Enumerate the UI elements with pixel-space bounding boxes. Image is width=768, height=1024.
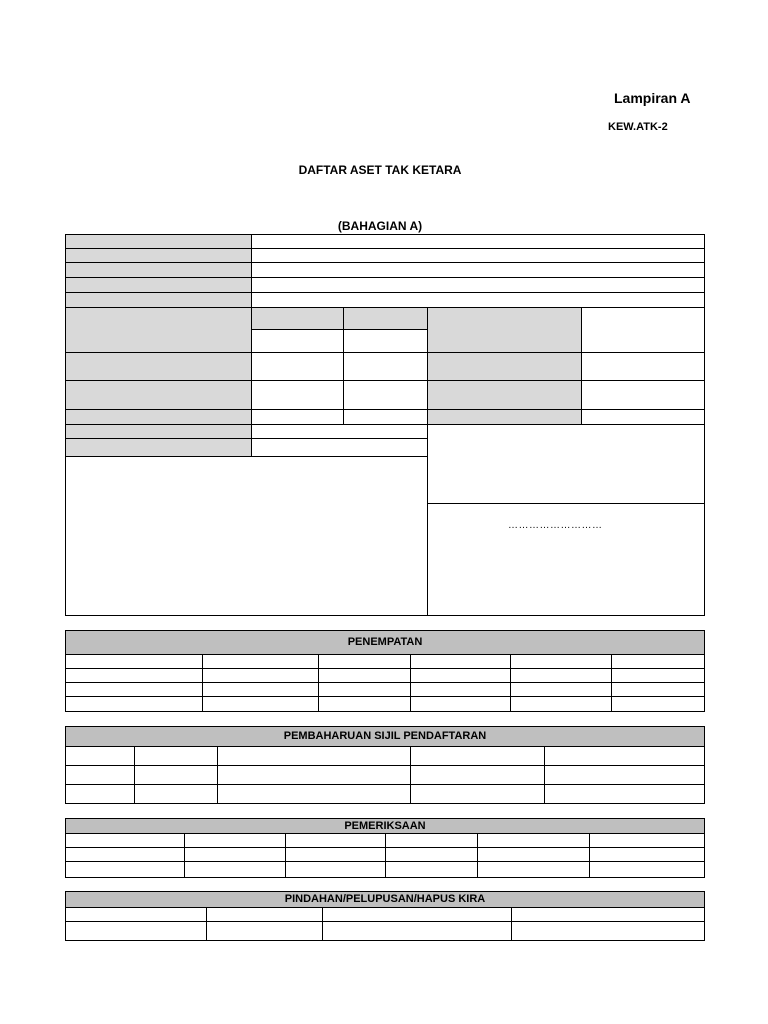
table-cell[interactable]	[544, 765, 705, 785]
table-cell[interactable]	[318, 654, 411, 669]
table-cell[interactable]	[134, 746, 218, 766]
table-cell[interactable]	[385, 861, 478, 878]
form-label-cell	[65, 352, 252, 381]
table-cell[interactable]	[510, 696, 612, 712]
table-cell[interactable]	[611, 696, 705, 712]
table-cell[interactable]	[611, 654, 705, 669]
form-field[interactable]	[581, 380, 705, 410]
bahagian-a-label: (BAHAGIAN A)	[337, 219, 423, 233]
table-cell[interactable]	[544, 746, 705, 766]
table-cell[interactable]	[202, 696, 319, 712]
table-cell[interactable]	[511, 921, 705, 941]
table-cell[interactable]	[65, 921, 207, 941]
table-cell[interactable]	[184, 833, 286, 848]
table-cell[interactable]	[65, 833, 185, 848]
form-code: KEW.ATK-2	[608, 121, 668, 133]
form-field[interactable]	[581, 352, 705, 381]
form-field[interactable]	[581, 307, 705, 353]
form-field[interactable]	[251, 352, 344, 381]
table-cell[interactable]	[65, 654, 203, 669]
table-cell[interactable]	[318, 668, 411, 683]
table-cell[interactable]	[589, 847, 705, 862]
table-cell[interactable]	[611, 682, 705, 697]
form-label-cell	[65, 277, 252, 293]
table-cell[interactable]	[65, 784, 135, 804]
table-cell[interactable]	[410, 682, 511, 697]
table-cell[interactable]	[217, 765, 411, 785]
pindahan-header: PINDAHAN/PELUPUSAN/HAPUS KIRA	[65, 891, 705, 908]
stamp-box[interactable]	[427, 424, 705, 504]
form-label-cell	[427, 352, 582, 381]
table-cell[interactable]	[410, 784, 545, 804]
form-field[interactable]	[251, 262, 705, 278]
table-cell[interactable]	[217, 784, 411, 804]
table-cell[interactable]	[206, 907, 323, 922]
form-field[interactable]	[251, 438, 428, 457]
table-cell[interactable]	[65, 696, 203, 712]
form-field[interactable]	[343, 352, 428, 381]
table-cell[interactable]	[410, 765, 545, 785]
table-cell[interactable]	[65, 668, 203, 683]
form-field[interactable]	[251, 277, 705, 293]
table-cell[interactable]	[184, 847, 286, 862]
form-subheader-cell	[251, 307, 344, 330]
pembaharuan-header: PEMBAHARUAN SIJIL PENDAFTARAN	[65, 726, 705, 747]
table-cell[interactable]	[65, 746, 135, 766]
table-cell[interactable]	[202, 682, 319, 697]
form-field[interactable]	[343, 409, 428, 425]
form-field[interactable]	[251, 409, 344, 425]
table-cell[interactable]	[65, 907, 207, 922]
signature-line: ………………………	[508, 520, 603, 531]
form-subheader-cell	[343, 307, 428, 330]
image-box[interactable]	[65, 456, 428, 616]
table-cell[interactable]	[410, 668, 511, 683]
form-field[interactable]	[343, 329, 428, 353]
form-label-cell	[427, 307, 582, 353]
table-cell[interactable]	[322, 907, 512, 922]
table-cell[interactable]	[589, 833, 705, 848]
table-cell[interactable]	[65, 765, 135, 785]
table-cell[interactable]	[589, 861, 705, 878]
table-cell[interactable]	[322, 921, 512, 941]
form-field[interactable]	[251, 234, 705, 249]
table-cell[interactable]	[285, 861, 386, 878]
table-cell[interactable]	[511, 907, 705, 922]
table-cell[interactable]	[65, 847, 185, 862]
table-cell[interactable]	[134, 784, 218, 804]
table-cell[interactable]	[510, 682, 612, 697]
form-field[interactable]	[251, 424, 428, 439]
table-cell[interactable]	[206, 921, 323, 941]
table-cell[interactable]	[385, 833, 478, 848]
table-cell[interactable]	[184, 861, 286, 878]
form-field[interactable]	[251, 248, 705, 263]
form-label-cell	[65, 424, 252, 439]
form-label-cell	[65, 438, 252, 457]
table-cell[interactable]	[285, 833, 386, 848]
table-cell[interactable]	[217, 746, 411, 766]
table-cell[interactable]	[611, 668, 705, 683]
table-cell[interactable]	[477, 847, 590, 862]
table-cell[interactable]	[410, 696, 511, 712]
form-label-cell	[427, 409, 582, 425]
table-cell[interactable]	[510, 668, 612, 683]
form-label-cell	[65, 307, 252, 353]
table-cell[interactable]	[477, 861, 590, 878]
table-cell[interactable]	[318, 696, 411, 712]
table-cell[interactable]	[285, 847, 386, 862]
penempatan-header: PENEMPATAN	[65, 630, 705, 655]
pemeriksaan-header: PEMERIKSAAN	[65, 818, 705, 834]
form-label-cell	[65, 292, 252, 308]
page-title: DAFTAR ASET TAK KETARA	[298, 163, 462, 177]
form-field[interactable]	[581, 409, 705, 425]
form-label-cell	[65, 262, 252, 278]
table-cell[interactable]	[477, 833, 590, 848]
form-field[interactable]	[251, 329, 344, 353]
form-field[interactable]	[343, 380, 428, 410]
table-cell[interactable]	[544, 784, 705, 804]
table-cell[interactable]	[65, 682, 203, 697]
form-label-cell	[65, 380, 252, 410]
table-cell[interactable]	[134, 765, 218, 785]
form-field[interactable]	[251, 292, 705, 308]
table-cell[interactable]	[385, 847, 478, 862]
form-label-cell	[65, 409, 252, 425]
table-cell[interactable]	[510, 654, 612, 669]
form-label-cell	[427, 380, 582, 410]
table-cell[interactable]	[65, 861, 185, 878]
table-cell[interactable]	[410, 746, 545, 766]
lampiran-label: Lampiran A	[614, 90, 691, 106]
table-cell[interactable]	[318, 682, 411, 697]
form-field[interactable]	[251, 380, 344, 410]
form-label-cell	[65, 234, 252, 249]
table-cell[interactable]	[410, 654, 511, 669]
form-label-cell	[65, 248, 252, 263]
table-cell[interactable]	[202, 668, 319, 683]
table-cell[interactable]	[202, 654, 319, 669]
